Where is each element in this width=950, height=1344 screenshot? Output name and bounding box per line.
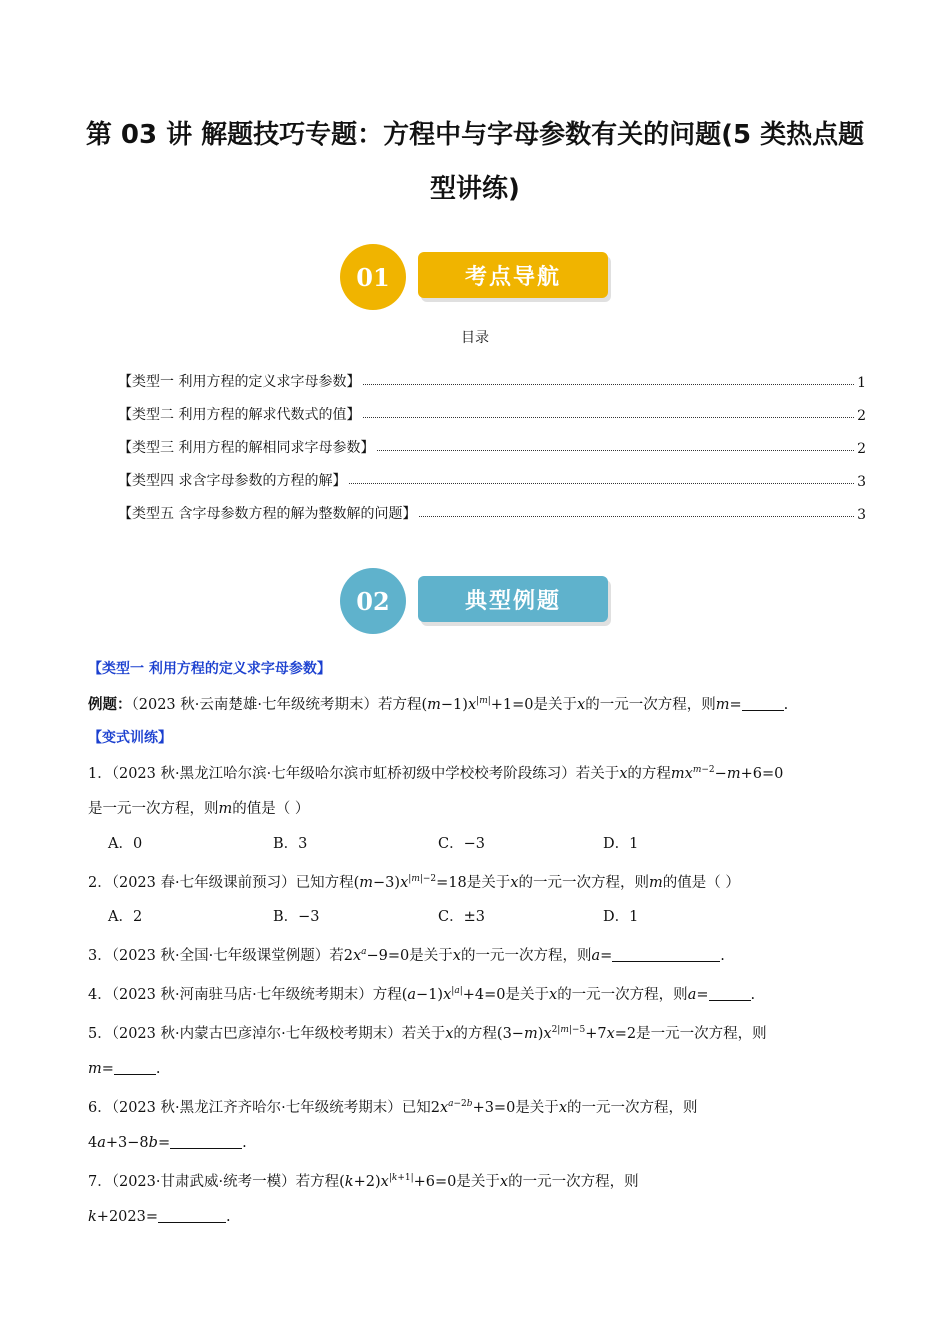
option-c: C．−3 <box>438 835 485 852</box>
toc-title: 目录 <box>461 330 489 346</box>
option-b: B．−3 <box>273 909 320 926</box>
toc-item[interactable]: 【类型四 求含字母参数的方程的解】 3 <box>118 473 866 490</box>
badge-number: 02 <box>340 568 406 634</box>
question-6: 6．（2023 秋·黑龙江齐齐哈尔·七年级统考期末）已知$2x^{a-2b}+3=0$是关于x的一元一次方程，则 4a+3−8b= . <box>88 1098 698 1151</box>
option-d: D．1 <box>603 835 639 852</box>
question-4: 4．（2023 秋·河南驻马店·七年级统考期末）方程$(a-1)x^{|a|}+4=0$是关于x的一元一次方程，则a= . <box>88 986 756 1004</box>
page-title: 第 03 讲 解题技巧专题：方程中与字母参数有关的问题(5 类热点题型讲练) <box>85 120 865 204</box>
toc-item[interactable]: 【类型五 含字母参数方程的解为整数解的问题】 3 <box>118 506 866 523</box>
option-b: B．3 <box>273 835 308 852</box>
question-3: 3．（2023 秋·全国·七年级课堂例题）若$2x^a-9=0$是关于x的一元一次方程，则a= . <box>88 947 725 965</box>
badge-number: 01 <box>340 244 406 310</box>
option-a: A．0 <box>108 835 143 852</box>
example-question: 例题：（2023 秋·云南楚雄·七年级统考期末）若方程$(m-1)x^{|m|}+1=0$是关于x的一元一次方程，则m= . <box>88 696 789 713</box>
option-a: A．2 <box>108 909 143 926</box>
question-1: 1．（2023 秋·黑龙江哈尔滨·七年级哈尔滨市虹桥初级中学校校考阶段练习）若关于x的方程$mx^{m-2}-m+6=0$ 是一元一次方程，则m的值是（ ） A．0 B．3 C．−3 D．1 <box>88 753 868 862</box>
section-badge-examples <box>336 564 616 644</box>
option-d: D．1 <box>603 909 639 926</box>
question-7: 7．（2023·甘肃武威·统考一模）若方程$(k+2)x^{|k+1|}+6=0$是关于x的一元一次方程，则 k+2023= . <box>88 1172 639 1225</box>
section-badge-navigation <box>336 240 616 320</box>
question-2: 2．（2023 春·七年级课前预习）已知方程$(m-3)x^{|m|-2}=18$是关于x的一元一次方程，则m的值是（ ） A．2 B．−3 C．±3 D．1 <box>88 862 868 936</box>
toc-item[interactable]: 【类型一 利用方程的定义求字母参数】 1 <box>118 374 866 391</box>
section-heading: 【类型一 利用方程的定义求字母参数】 <box>88 661 331 677</box>
variant-heading: 【变式训练】 <box>88 729 172 746</box>
exercise-content <box>88 654 868 1235</box>
table-of-contents <box>118 358 866 523</box>
question-5: 5．（2023 秋·内蒙古巴彦淖尔·七年级校考期末）若关于x的方程$(3-m)x^{2|m|-5}+7x=2$是一元一次方程，则 m= . <box>88 1025 767 1077</box>
badge-label: 考点导航 <box>418 252 608 298</box>
toc-item[interactable]: 【类型二 利用方程的解求代数式的值】 2 <box>118 407 866 424</box>
badge-label: 典型例题 <box>418 576 608 622</box>
toc-item[interactable]: 【类型三 利用方程的解相同求字母参数】 2 <box>118 440 866 457</box>
option-c: C．±3 <box>438 909 485 926</box>
